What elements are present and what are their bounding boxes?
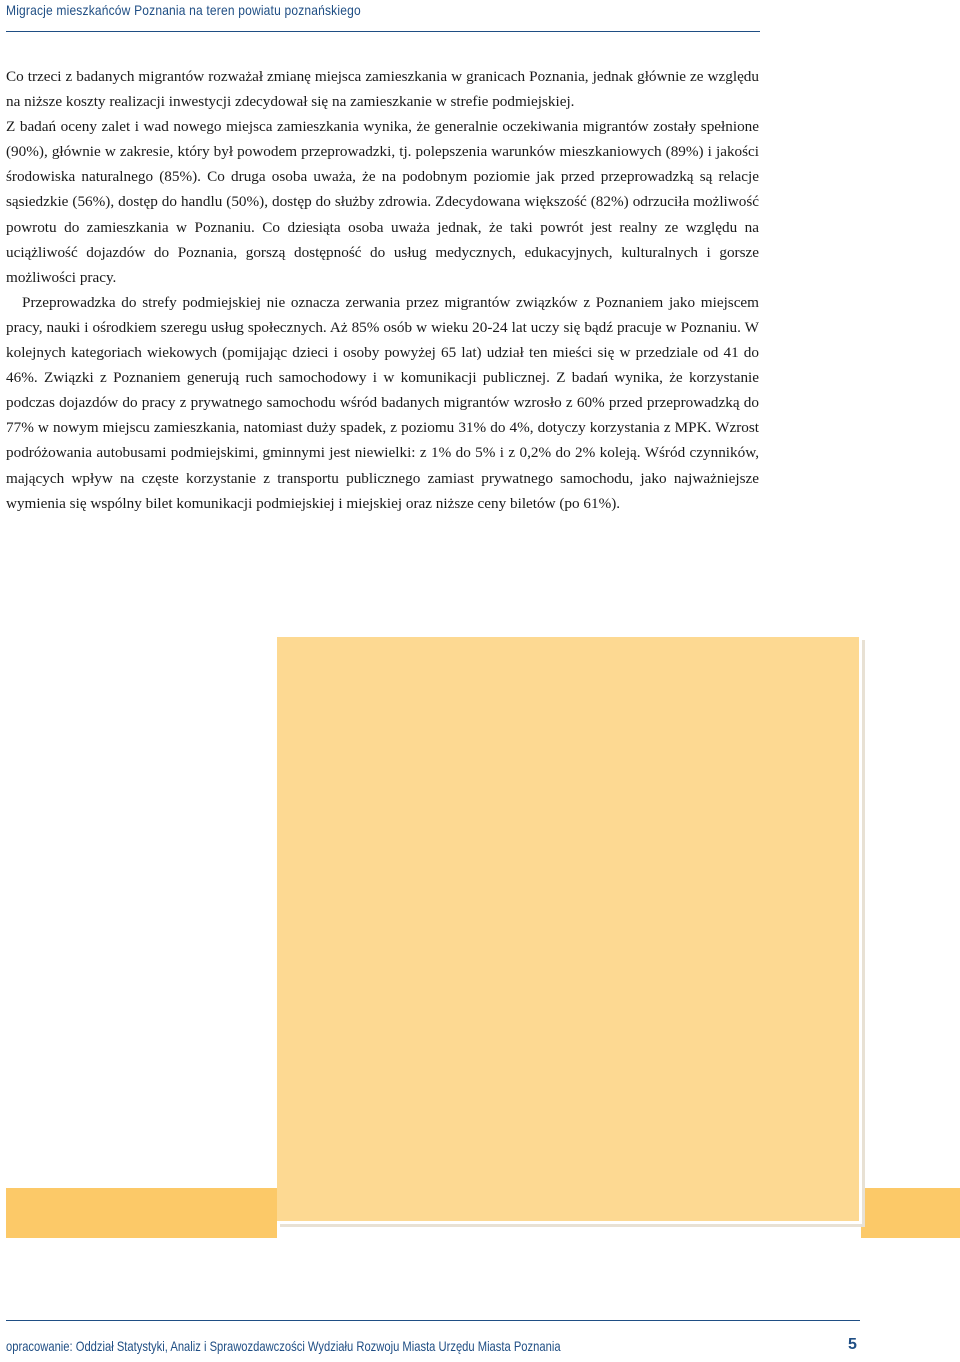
- page-number: 5: [848, 1336, 857, 1353]
- paragraph-1: Co trzeci z badanych migrantów rozważał zmianę miejsca zamieszkania w granicach Poznania, jednak głównie ze względu na niższe koszty realizacji inwestycji zdecydował się na zamieszkanie w strefie podmiejskiej.: [6, 68, 759, 111]
- footer-divider: [6, 1320, 860, 1321]
- article-body: [6, 64, 759, 516]
- header-divider: [6, 31, 760, 32]
- decorative-band-left: [6, 1188, 277, 1238]
- running-header: Migracje mieszkańców Poznania na teren powiatu poznańskiego: [6, 2, 361, 18]
- decorative-band-right: [861, 1188, 960, 1238]
- footer-credit: opracowanie: Oddział Statystyki, Analiz i Sprawozdawczości Wydziału Rozwoju Miasta Urzędu Miasta Poznania: [6, 1338, 561, 1354]
- paragraph-2: Z badań oceny zalet i wad nowego miejsca zamieszkania wynika, że generalnie oczekiwania migrantów zostały spełnione (90%), głównie w zakresie, który był powodem przeprowadzki, tj. polepszenia warunków mieszkaniowych (89%) i jakości środowiska naturalnego (85%). Co druga osoba uważa, że na podobnym poziomie jak przed przeprowadzką są relacje sąsiedzkie (56%), dostęp do handlu (50%), dostęp do służby zdrowia. Zdecydowana większość (82%) odrzuciła możliwość powrotu do zamieszkania w Poznaniu. Co dziesiąta osoba uważa jednak, że taki powrót jest realny ze względu na uciążliwość dojazdów do Poznania, gorszą dostępność do usług medycznych, edukacyjnych, kulturalnych i gorsze możliwości pracy.: [6, 118, 759, 286]
- paragraph-3: Przeprowadzka do strefy podmiejskiej nie oznacza zerwania przez migrantów związków z Poznaniem jako miejscem pracy, nauki i ośrodkiem szeregu usług społecznych. Aż 85% osób w wieku 20-24 lat uczy się bądź pracuje w Poznaniu. W kolejnych kategoriach wiekowych (pomijając dzieci i osoby powyżej 65 lat) udział ten mieści się w przedziale od 41 do 46%. Związki z Poznaniem generują ruch samochodowy i w komunikacji publicznej. Z badań wynika, że korzystanie podczas dojazdów do pracy z prywatnego samochodu wśród badanych migrantów wzrosło z 60% przed przeprowadzką do 77% w nowym miejscu zamieszkania, natomiast duży spadek, z poziomu 31% do 4%, dotyczy korzystania z MPK. Wzrost podróżowania autobusami podmiejskimi, gminnymi jest niewielki: z 1% do 5% i z 0,2% do 2% koleją. Wśród czynników, mających wpływ na częste korzystanie z transportu publicznego zamiast prywatnego samochodu, jako najważniejsze wymienia się wspólny bilet komunikacji podmiejskiej i miejskiej oraz niższe ceny biletów (po 61%).: [6, 293, 759, 512]
- image-placeholder: [277, 637, 862, 1224]
